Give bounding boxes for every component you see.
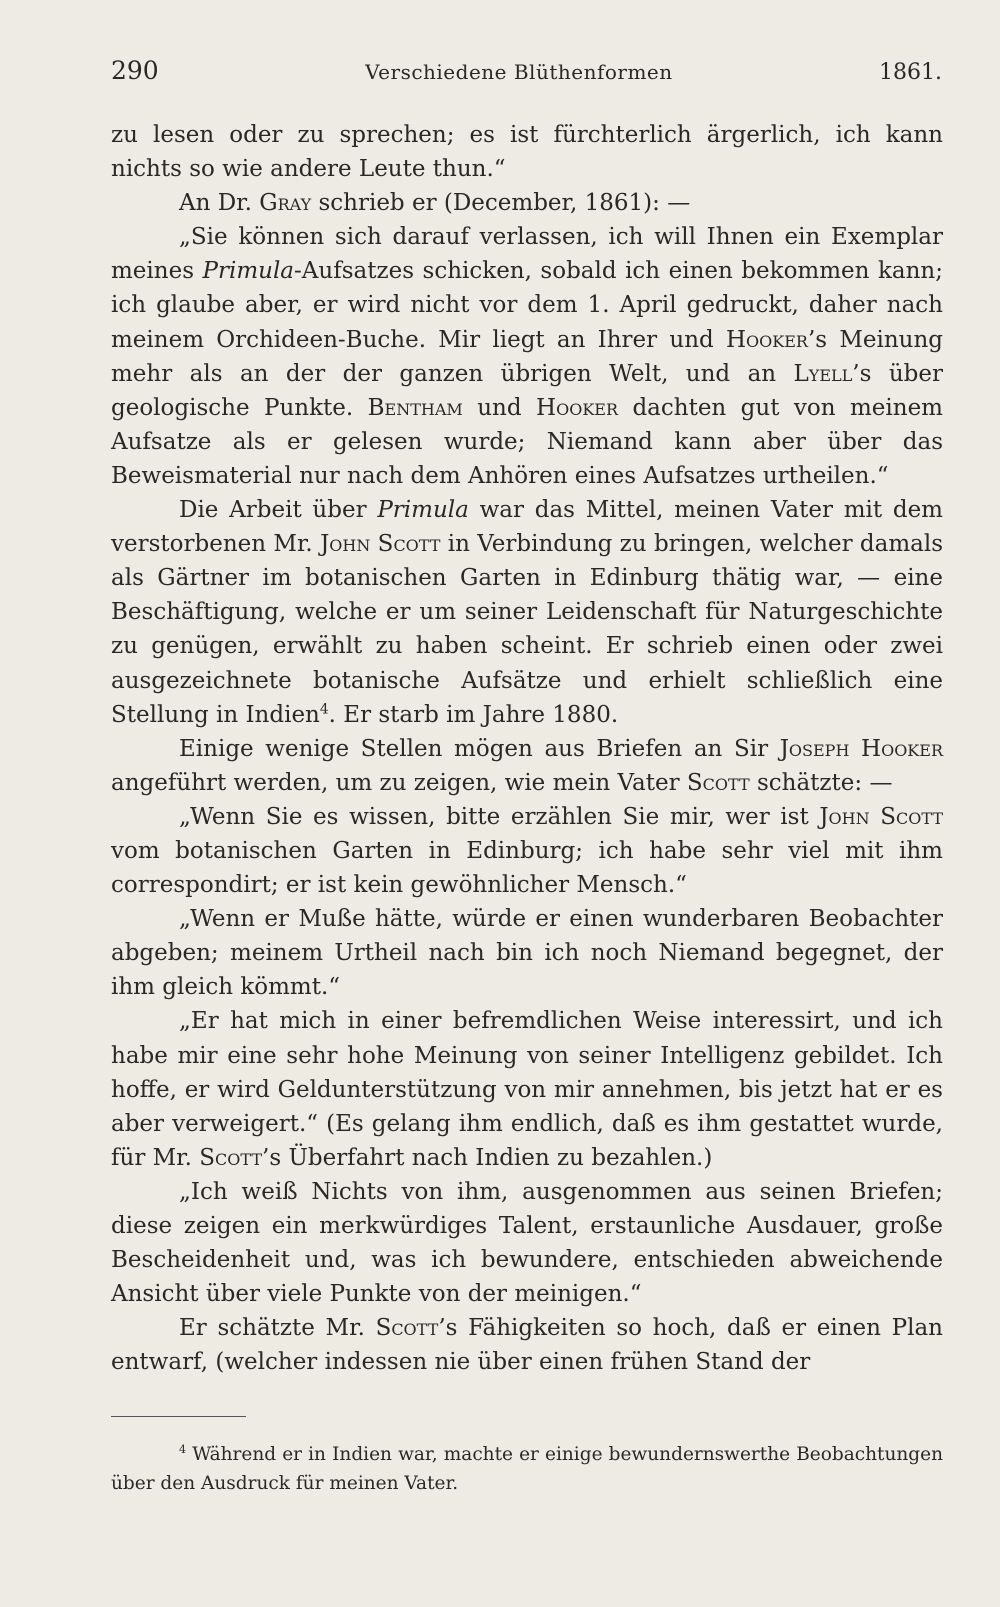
paragraph: zu lesen oder zu sprechen; es ist fürchterlich ärgerlich, ich kann nichts so wie andere Leute thun.“ [111, 122, 943, 183]
name-scott: Scott [375, 1315, 439, 1342]
body-text [111, 118, 943, 1379]
name-john-scott: John Scott [819, 803, 943, 830]
page-number: 290 [111, 56, 159, 85]
italic-primula: Primula [202, 258, 295, 285]
running-title: Verschiedene Blüthenformen [365, 60, 673, 84]
name-hooker: Hooker [536, 394, 619, 421]
paragraph: „Er hat mich in einer befremdlichen Weise interessirt, und ich habe mir eine sehr hohe Meinung von seiner Intelligenz gebildet. Ich hoffe, er wird Geldunterstützung von mir annehmen, bis jetzt hat er es aber verweigert.“ (Es gelang ihm endlich, daß es ihm gestattet wurde, für Mr. Scott’s Überfahrt nach Indien zu bezahlen.) [111, 1008, 943, 1171]
paragraph: „Wenn Sie es wissen, bitte erzählen Sie mir, wer ist John Scott vom botanischen Garten in Edinburg; ich habe sehr viel mit ihm correspondirt; er ist kein gewöhnlicher Mensch.“ [111, 803, 943, 899]
footnote-text: $^4$ Während er in Indien war, machte er einige bewundernswerthe Beobachtungen über den Ausdruck für meinen Vater. [111, 1442, 943, 1494]
name-hooker: Hooker [725, 326, 808, 353]
name-joseph-hooker: Joseph Hooker [779, 735, 943, 762]
name-lyell: Lyell [793, 360, 853, 387]
footnote-marker: 4 [179, 1442, 187, 1456]
footnote-reference: 4 [319, 700, 329, 717]
paragraph: An Dr. Gray schrieb er (December, 1861): — [179, 190, 691, 217]
name-scott: Scott [686, 769, 750, 796]
paragraph: „Sie können sich darauf verlassen, ich will Ihnen ein Exemplar meines Primula-Aufsatzes schicken, sobald ich einen bekommen kann; ich glaube aber, er wird nicht vor dem 1. April gedruckt, daher nach meinem Orchideen-Buche. Mir liegt an Ihrer und Hooker’s Meinung mehr als an der der ganzen übrigen Welt, und an Lyell’s über geologische Punkte. Bentham und Hooker dachten gut von meinem Aufsatze als er gelesen wurde; Niemand kann aber über das Beweismaterial nur nach dem Anhören eines Aufsatzes urtheilen.“ [111, 224, 943, 489]
paragraph: Er schätzte Mr. Scott’s Fähigkeiten so hoch, daß er einen Plan entwarf, (welcher indessen nie über einen frühen Stand der [111, 1315, 943, 1376]
italic-primula: Primula [377, 497, 469, 524]
name-scott: Scott [199, 1144, 263, 1171]
header-year: 1861. [879, 60, 942, 85]
paragraph: Die Arbeit über Primula war das Mittel, meinen Vater mit dem verstorbenen Mr. John Scott in Verbindung zu bringen, welcher damals als Gärtner im botanischen Garten in Edinburg thätig war, — eine Beschäftigung, welche er um seiner Leidenschaft für Naturgeschichte zu genügen, erwählt zu haben scheint. Er schrieb einen oder zwei ausgezeichnete botanische Aufsätze und erhielt schließlich eine Stellung in Indien$^4$. Er starb im Jahre 1880. [111, 497, 944, 728]
footnote [111, 1440, 943, 1498]
paragraph: „Wenn er Muße hätte, würde er einen wunderbaren Beobachter abgeben; meinem Urtheil nach bin ich noch Niemand begegnet, der ihm gleich kömmt.“ [111, 906, 943, 1001]
paragraph: Einige wenige Stellen mögen aus Briefen an Sir Joseph Hooker angeführt werden, um zu zeigen, wie mein Vater Scott schätzte: — [111, 735, 943, 796]
name-bentham: Bentham [367, 394, 463, 421]
name-gray: Gray [259, 190, 312, 217]
footnote-divider [111, 1416, 246, 1417]
page-header [111, 56, 942, 85]
name-john-scott: John Scott [320, 531, 441, 558]
paragraph: „Ich weiß Nichts von ihm, ausgenommen aus seinen Briefen; diese zeigen ein merkwürdiges Talent, erstaunliche Ausdauer, große Bescheidenheit und, was ich bewundere, entschieden abweichende Ansicht über viele Punkte von der meinigen.“ [111, 1178, 943, 1308]
